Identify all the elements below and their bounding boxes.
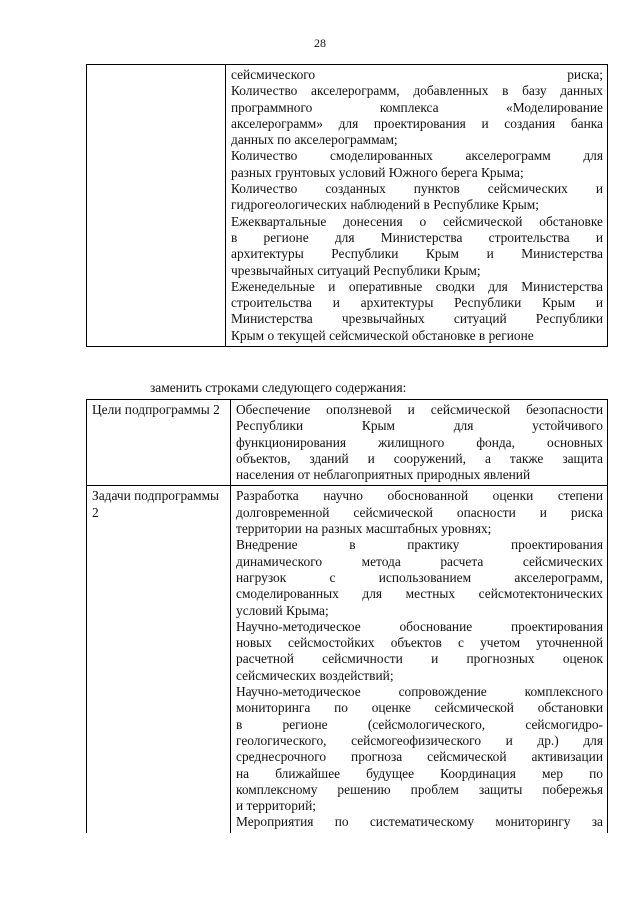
text-line: гидрогеологических наблюдений в Республике Крым; [231, 197, 539, 213]
goals-label-cell: Цели подпрограммы 2 [87, 400, 231, 486]
table-row [87, 400, 608, 486]
empty-label-cell [87, 65, 226, 347]
text-line: среднесрочного прогноза сейсмической активизации [236, 749, 603, 765]
table-row [87, 65, 608, 347]
text-line: Министерства чрезвычайных ситуаций Республики [231, 311, 603, 327]
goals-text-cell [231, 400, 608, 486]
text-line: геологического, сейсмогеофизического и др.) для [236, 732, 603, 748]
text-line: Научно-методическое сопровождение комплексного [236, 684, 603, 700]
text-line: Ежеквартальные донесения о сейсмической обстановке [231, 213, 603, 229]
text-line: в регионе для Министерства строительства и [231, 229, 603, 245]
text-line: данных по акселерограммам; [231, 132, 398, 148]
tasks-text-cell [231, 486, 608, 833]
text-line: нагрузок с использованием акселерограмм, [236, 569, 603, 585]
text-line: Количество созданных пунктов сейсмических и [231, 181, 603, 197]
text-line: расчетной сейсмичности и прогнозных оценок [236, 651, 603, 667]
text-line: Научно-методическое обоснование проектирования [236, 618, 603, 634]
text-line: населения от неблагоприятных природных явлений [236, 467, 531, 483]
text-line: условий Крыма; [236, 602, 329, 618]
tasks-label-cell: Задачи подпрограммы 2 [87, 486, 231, 833]
text-line: сейсмического риска; [231, 67, 603, 82]
text-line: комплексному решению проблем защиты побережья [236, 781, 603, 797]
text-line: акселерограмм» для проектирования и создания банка [231, 115, 603, 131]
text-line: Разработка научно обоснованной оценки степени [236, 488, 603, 504]
text-line: архитектуры Республики Крым и Министерства [231, 246, 603, 262]
table-row [87, 486, 608, 833]
subprogram-table [86, 399, 608, 833]
text-line: Республики Крым для устойчивого [236, 418, 603, 434]
text-line: смоделированных для местных сейсмотектонических [236, 586, 603, 602]
text-line: Еженедельные и оперативные сводки для Министерства [231, 278, 603, 294]
text-line: территории на разных масштабных уровнях; [236, 521, 492, 537]
text-line: чрезвычайных ситуаций Республики Крым; [231, 262, 481, 278]
text-line: на ближайшее будущее Координация мер по [236, 765, 603, 781]
text-line: Мероприятия по систематическому мониторингу за [236, 814, 603, 830]
text-line: в регионе (сейсмологического, сейсмогидро- [236, 716, 603, 732]
text-line: строительства и архитектуры Республики Крым и [231, 295, 603, 311]
text-line: и территорий; [236, 798, 316, 814]
text-line: Крым о текущей сейсмической обстановке в регионе [231, 327, 534, 343]
text-line: Обеспечение оползневой и сейсмической безопасности [236, 402, 603, 417]
indicators-table-continued [86, 64, 608, 347]
text-line: новых сейсмостойких объектов с учетом уточненной [236, 635, 603, 651]
text-line: Внедрение в практику проектирования [236, 537, 603, 553]
indicators-cell [226, 65, 608, 347]
text-line: долговременной сейсмической опасности и риска [236, 504, 603, 520]
text-line: объектов, зданий и сооружений, а также защита [236, 450, 603, 466]
text-line: Количество смоделированных акселерограмм для [231, 148, 603, 164]
text-line: мониторинга по оценке сейсмической обстановки [236, 700, 603, 716]
text-line: программного комплекса «Моделирование [231, 99, 603, 115]
text-line: сейсмических воздействий; [236, 667, 394, 683]
text-line: разных грунтовых условий Южного берега Крыма; [231, 164, 524, 180]
text-line: функционирования жилищного фонда, основных [236, 434, 603, 450]
text-line: динамического метода расчета сейсмических [236, 553, 603, 569]
text-line: Количество акселерограмм, добавленных в базу данных [231, 83, 603, 99]
page-number: 28 [314, 36, 326, 50]
replacement-intro: заменить строками следующего содержания: [150, 380, 407, 395]
